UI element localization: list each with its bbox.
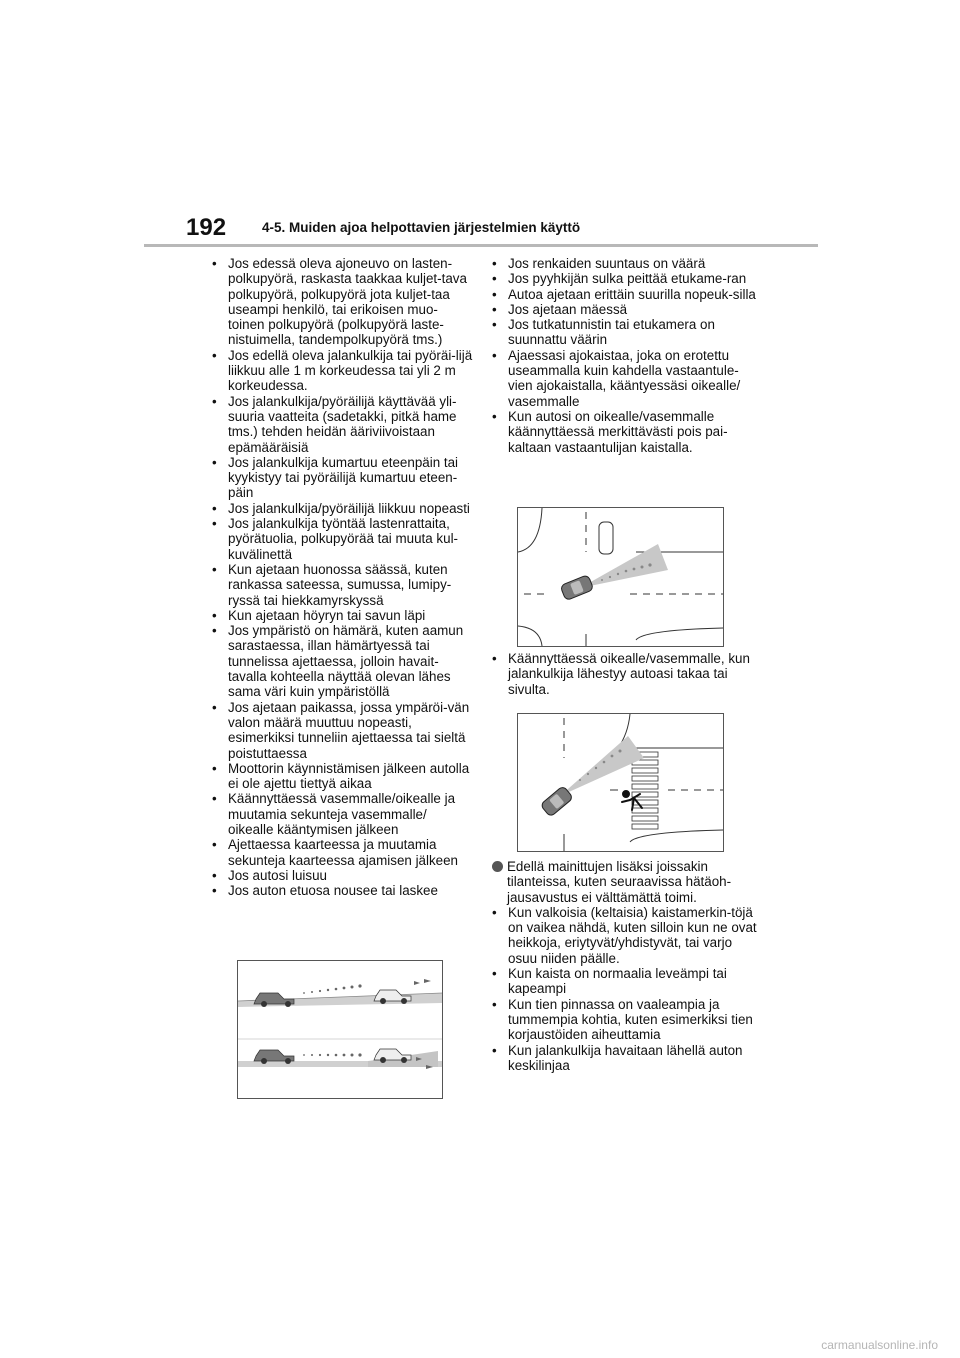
car-turning-crosswalk-icon: [518, 714, 723, 851]
header-rule: [144, 244, 818, 247]
list-item: • Kun jalankulkija havaitaan lähellä auton keskilinjaa: [492, 1042, 743, 1073]
list-item: • Kun kaista on normaalia leveämpi tai kapeampi: [492, 966, 727, 997]
list-item: • Jos jalankulkija työntää lastenrattaita, pyörätuolia, polkupyörää tai muuta kul-kuvälinettä: [212, 516, 459, 562]
figure-car-on-slope: [237, 960, 443, 1099]
right-column-notes: [492, 855, 762, 1073]
footer-watermark: carmanualsonline.info: [821, 1338, 938, 1352]
car-following-illustration-icon: [238, 961, 442, 1098]
list-item: • Jos jalankulkija/pyöräilijä liikkuu nopeasti: [212, 500, 470, 516]
figure-crosswalk-turn: [517, 713, 724, 852]
list-item: • Autoa ajetaan erittäin suurilla nopeuk-silla: [492, 286, 756, 302]
list-item: • Jos autosi luisuu: [212, 867, 327, 883]
list-item: • Kun tien pinnassa on vaaleampia ja tummempia kohtia, kuten esimerkiksi tien korjaustöiden aiheuttamia: [492, 996, 753, 1043]
list-item: • Moottorin käynnistämisen jälkeen autolla ei ole ajettu tiettyä aikaa: [212, 760, 470, 792]
list-item: • Kun autosi on oikealle/vasemmalle käännyttäessä merkittävästi pois pai-kaltaan vastaantulijan kaistalla.: [492, 408, 728, 455]
list-item: • Jos ajetaan mäessä: [492, 301, 628, 317]
list-item: • Ajettaessa kaarteessa ja muutamia sekunteja kaarteessa ajamisen jälkeen: [212, 837, 459, 868]
list-item: • Jos edessä oleva ajoneuvo on lasten-polkupyörä, raskasta taakkaa kuljet-tava polkupyörä, polkupyörä jota kuljet-taa useampi henkilö, tai erikoisen muo-toinen polkupyörä (polkupyörä laste-nistuimella, tandempolkupyörä tms.): [212, 256, 467, 348]
list-item: • Jos renkaiden suuntaus on väärä: [492, 256, 706, 271]
list-item: • Käännyttäessä vasemmalle/oikealle ja muutamia sekunteja vasemmalle/ oikealle kääntymisen jälkeen: [212, 791, 456, 837]
list-item: • Jos jalankulkija kumartuu eteenpäin tai kyykistyy tai pyöräilijä kumartuu eteen-päin: [212, 454, 459, 501]
list-item: • Jos pyyhkijän sulka peittää etukame-ran: [492, 271, 747, 287]
section-title: 4-5. Muiden ajoa helpottavien järjestelmien käyttö: [262, 220, 581, 235]
note-bullet-icon: [492, 861, 503, 872]
list-item: • Kun ajetaan huonossa säässä, kuten rankassa sateessa, sumussa, lumipy-ryssä tai hiekkamyrskyssä: [212, 561, 452, 608]
list-item: • Jos ajetaan paikassa, jossa ympäröi-vän valon määrä muuttuu nopeasti, esimerkiksi tunneliin ajettaessa tai sieltä poistuttaessa: [212, 699, 470, 761]
right-column: [492, 256, 762, 455]
figure-intersection-turn: [517, 507, 724, 647]
note-heading: Edellä mainittujen lisäksi joissakin tilanteissa, kuten seuraavissa hätäoh-jausavustus ei välttämättä toimi.: [492, 859, 762, 905]
list-item: • Jos jalankulkija/pyöräilijä käyttävää yli-suuria vaatteita (sadetakki, pitkä hame tms.) tehden heidän ääriviivoistaan epämääräisiä: [212, 393, 457, 455]
right-column-continued: [492, 651, 762, 697]
list-item: • Jos ympäristö on hämärä, kuten aamun sarastaessa, illan hämärtyessä tai tunnelissa ajettaessa, jolloin havait-tavalla kohteella näyttää olevan lähes sama väri kuin ympäristöllä: [212, 623, 464, 700]
list-item: • Jos edellä oleva jalankulkija tai pyöräi-lijä liikkuu alle 1 m korkeudessa tai yli 2 m korkeudessa.: [212, 347, 473, 394]
list-item: • Jos auton etuosa nousee tai laskee: [212, 883, 438, 899]
list-item: • Käännyttäessä oikealle/vasemmalle, kun jalankulkija lähestyy autoasi takaa tai sivulta.: [492, 651, 750, 697]
car-turning-intersection-icon: [518, 508, 723, 646]
list-item: • Kun valkoisia (keltaisia) kaistamerkin-töjä on vaikea nähdä, kuten silloin kun ne ovat heikkoja, eriytyvät/yhdistyvät, tai varjo osuu niiden päälle.: [492, 904, 757, 966]
list-item: • Ajaessasi ajokaistaa, joka on erotettu useammalla kuin kahdella vastaantule-vien ajokaistalla, kääntyessäsi oikealle/ vasemmalle: [492, 347, 741, 409]
left-column: [212, 256, 474, 898]
list-item: • Jos tutkatunnistin tai etukamera on suunnattu väärin: [492, 317, 715, 348]
list-item: • Kun ajetaan höyryn tai savun läpi: [212, 607, 426, 623]
page-number: 192: [186, 214, 227, 241]
